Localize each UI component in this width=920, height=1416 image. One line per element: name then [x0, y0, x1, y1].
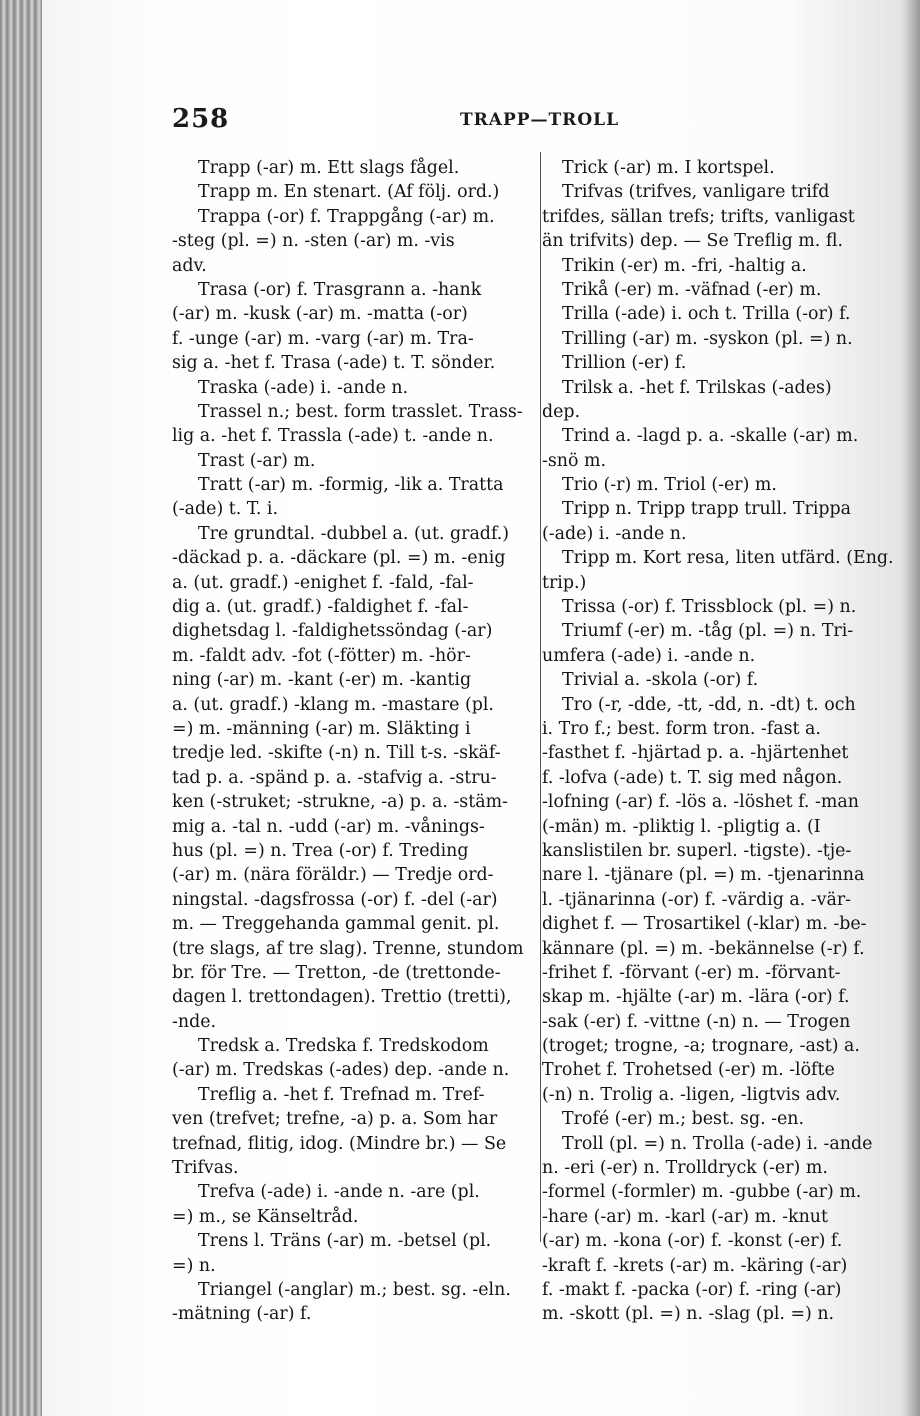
dictionary-line: Tratt (-ar) m. -formig, -lik a. Tratta — [198, 475, 504, 496]
dictionary-line: umfera (-ade) i. -ande n. — [542, 645, 756, 666]
dictionary-line: (-ade) i. -ande n. — [542, 523, 687, 544]
right-column — [542, 156, 902, 1327]
left-column — [172, 156, 538, 1327]
dictionary-line: -snö m. — [542, 450, 607, 471]
dictionary-line: (-män) m. -pliktig l. -pligtig a. (I — [542, 816, 821, 837]
page-header — [172, 104, 912, 144]
dictionary-line: (-ar) m. -kusk (-ar) m. -matta (-or) — [172, 304, 468, 325]
dictionary-line: lig a. -het f. Trassla (-ade) t. -ande n. — [172, 426, 494, 447]
dictionary-line: trifdes, sällan trefs; trifts, vanligast — [542, 206, 855, 227]
dictionary-line: Trapp m. En stenart. (Af följ. ord.) — [198, 182, 500, 203]
dictionary-line: dighetsdag l. -faldighetssöndag (-ar) — [172, 621, 493, 642]
dictionary-line: trefnad, flitig, idog. (Mindre br.) — Se — [172, 1133, 507, 1154]
dictionary-line: tredje led. -skifte (-n) n. Till t-s. -skäf- — [172, 743, 501, 764]
dictionary-line: Trast (-ar) m. — [198, 450, 316, 471]
dictionary-line: Triangel (-anglar) m.; best. sg. -eln. — [198, 1279, 511, 1300]
dictionary-line: ning (-ar) m. -kant (-er) m. -kantig — [172, 670, 472, 691]
dictionary-line: -sak (-er) f. -vittne (-n) n. — Trogen — [542, 1011, 851, 1032]
dictionary-line: -fasthet f. -hjärtad p. a. -hjärtenhet — [542, 743, 849, 764]
dictionary-line: m. -faldt adv. -fot (-fötter) m. -hör- — [172, 645, 471, 666]
dictionary-line: kanslistilen br. superl. -tigste). -tje- — [542, 840, 852, 861]
dictionary-line: =) m., se Känseltråd. — [172, 1206, 359, 1227]
dictionary-line: skap m. -hjälte (-ar) m. -lära (-or) f. — [542, 987, 850, 1008]
dictionary-line: m. — Treggehanda gammal genit. pl. — [172, 914, 500, 935]
dictionary-line: Trikå (-er) m. -väfnad (-er) m. — [562, 279, 822, 300]
dictionary-line: =) m. -männing (-ar) m. Släkting i — [172, 718, 471, 739]
dictionary-line: n. -eri (-er) n. Trolldryck (-er) m. — [542, 1158, 828, 1179]
dictionary-line: (-ar) m. Tredskas (-ades) dep. -ande n. — [172, 1060, 510, 1081]
dictionary-line: -steg (pl. =) n. -sten (-ar) m. -vis — [172, 231, 455, 252]
dictionary-line: hus (pl. =) n. Trea (-or) f. Treding — [172, 840, 469, 861]
page-edge-shadow — [902, 0, 920, 1416]
dictionary-line: Trifvas (trifves, vanligare trifd — [562, 182, 830, 203]
dictionary-line: -lofning (-ar) f. -lös a. -löshet f. -man — [542, 792, 859, 813]
dictionary-line: -däckad p. a. -däckare (pl. =) m. -enig — [172, 548, 506, 569]
dictionary-line: -hare (-ar) m. -karl (-ar) m. -knut — [542, 1206, 828, 1227]
dictionary-line: Trick (-ar) m. I kortspel. — [562, 158, 775, 178]
dictionary-line: Trissa (-or) f. Trissblock (pl. =) n. — [562, 597, 857, 618]
dictionary-line: Tripp m. Kort resa, liten utfärd. (Eng. — [562, 548, 894, 569]
dictionary-line: Trilsk a. -het f. Trilskas (-ades) — [562, 377, 832, 398]
dictionary-line: Tredsk a. Tredska f. Tredskodom — [198, 1036, 489, 1057]
dictionary-line: br. för Tre. — Tretton, -de (trettonde- — [172, 962, 501, 983]
running-head: TRAPP—TROLL — [460, 110, 620, 130]
dictionary-line: i. Tro f.; best. form tron. -fast a. — [542, 718, 821, 739]
dictionary-line: (-ar) m. -kona (-or) f. -konst (-er) f. — [542, 1231, 843, 1252]
dictionary-line: -formel (-formler) m. -gubbe (-ar) m. — [542, 1182, 862, 1203]
dictionary-line: dagen l. trettondagen). Trettio (tretti), — [172, 987, 512, 1008]
dictionary-line: adv. — [172, 255, 207, 276]
dictionary-line: Treflig a. -het f. Trefnad m. Tref- — [198, 1084, 485, 1105]
dictionary-line: f. -unge (-ar) m. -varg (-ar) m. Tra- — [172, 328, 474, 349]
dictionary-line: tad p. a. -spänd p. a. -stafvig a. -stru- — [172, 767, 497, 788]
dictionary-line: ningstal. -dagsfrossa (-or) f. -del (-ar) — [172, 889, 498, 910]
dictionary-line: sig a. -het f. Trasa (-ade) t. T. sönder. — [172, 353, 496, 374]
dictionary-line: Tripp n. Tripp trapp trull. Trippa — [562, 499, 852, 520]
dictionary-line: Trillion (-er) f. — [562, 353, 687, 374]
dictionary-line: Trifvas. — [172, 1158, 239, 1179]
dictionary-line: ken (-struket; -strukne, -a) p. a. -stäm- — [172, 792, 508, 813]
dictionary-line: Trasa (-or) f. Trasgrann a. -hank — [198, 279, 482, 300]
dictionary-line: dighet f. — Trosartikel (-klar) m. -be- — [542, 914, 867, 935]
dictionary-line: f. -makt f. -packa (-or) f. -ring (-ar) — [542, 1279, 842, 1300]
dictionary-line: mig a. -tal n. -udd (-ar) m. -vånings- — [172, 816, 485, 837]
dictionary-line: Trens l. Träns (-ar) m. -betsel (pl. — [198, 1231, 492, 1252]
dictionary-line: Troll (pl. =) n. Trolla (-ade) i. -ande — [562, 1133, 873, 1154]
dictionary-line: Trio (-r) m. Triol (-er) m. — [562, 475, 777, 496]
dictionary-line: a. (ut. gradf.) -enighet f. -fald, -fal- — [172, 572, 474, 593]
book-spine-shadow — [0, 0, 42, 1416]
column-divider — [540, 152, 541, 1242]
dictionary-line: Triumf (-er) m. -tåg (pl. =) n. Tri- — [562, 621, 854, 642]
dictionary-line: -frihet f. -förvant (-er) m. -förvant- — [542, 962, 841, 983]
dictionary-line: Trofé (-er) m.; best. sg. -en. — [562, 1109, 805, 1130]
dictionary-line: dig a. (ut. gradf.) -faldighet f. -fal- — [172, 597, 469, 618]
dictionary-line: Traska (-ade) i. -ande n. — [198, 377, 409, 398]
dictionary-line: än trifvits) dep. — Se Treflig m. fl. — [542, 231, 843, 252]
dictionary-line: Trivial a. -skola (-or) f. — [562, 670, 759, 691]
dictionary-line: -nde. — [172, 1011, 217, 1032]
dictionary-line: (-ade) t. T. i. — [172, 499, 278, 520]
dictionary-line: Trind a. -lagd p. a. -skalle (-ar) m. — [562, 426, 859, 447]
dictionary-line: Trapp (-ar) m. Ett slags fågel. — [198, 158, 460, 178]
dictionary-line: Trohet f. Trohetsed (-er) m. -löfte — [542, 1060, 835, 1081]
dictionary-line: (tre slags, af tre slag). Trenne, stundom — [172, 938, 524, 959]
dictionary-line: =) n. — [172, 1255, 216, 1276]
dictionary-line: kännare (pl. =) m. -bekännelse (-r) f. — [542, 938, 865, 959]
dictionary-line: -kraft f. -krets (-ar) m. -käring (-ar) — [542, 1255, 848, 1276]
dictionary-line: trip.) — [542, 572, 587, 593]
dictionary-line: Trikin (-er) m. -fri, -haltig a. — [562, 255, 807, 276]
dictionary-line: ven (trefvet; trefne, -a) p. a. Som har — [172, 1109, 498, 1130]
dictionary-line: dep. — [542, 401, 581, 422]
dictionary-line: m. -skott (pl. =) n. -slag (pl. =) n. — [542, 1304, 835, 1325]
dictionary-line: Trilla (-ade) i. och t. Trilla (-or) f. — [562, 304, 851, 325]
dictionary-line: Trassel n.; best. form trasslet. Trass- — [198, 401, 523, 422]
dictionary-line: (-n) n. Trolig a. -ligen, -ligtvis adv. — [542, 1084, 841, 1105]
dictionary-line: -mätning (-ar) f. — [172, 1304, 312, 1325]
dictionary-line: Trappa (-or) f. Trappgång (-ar) m. — [198, 206, 495, 227]
dictionary-line: l. -tjänarinna (-or) f. -värdig a. -vär- — [542, 889, 852, 910]
dictionary-line: nare l. -tjänare (pl. =) m. -tjenarinna — [542, 865, 865, 886]
dictionary-line: f. -lofva (-ade) t. T. sig med någon. — [542, 767, 843, 788]
dictionary-line: (troget; trogne, -a; trognare, -ast) a. — [542, 1036, 860, 1057]
dictionary-line: (-ar) m. (nära föräldr.) — Tredje ord- — [172, 865, 494, 886]
dictionary-line: Trilling (-ar) m. -syskon (pl. =) n. — [562, 328, 853, 349]
dictionary-line: Trefva (-ade) i. -ande n. -are (pl. — [198, 1182, 480, 1203]
dictionary-line: a. (ut. gradf.) -klang m. -mastare (pl. — [172, 694, 494, 715]
dictionary-line: Tre grundtal. -dubbel a. (ut. gradf.) — [198, 523, 510, 544]
dictionary-line: Tro (-r, -dde, -tt, -dd, n. -dt) t. och — [562, 694, 856, 715]
page-number: 258 — [172, 104, 230, 134]
